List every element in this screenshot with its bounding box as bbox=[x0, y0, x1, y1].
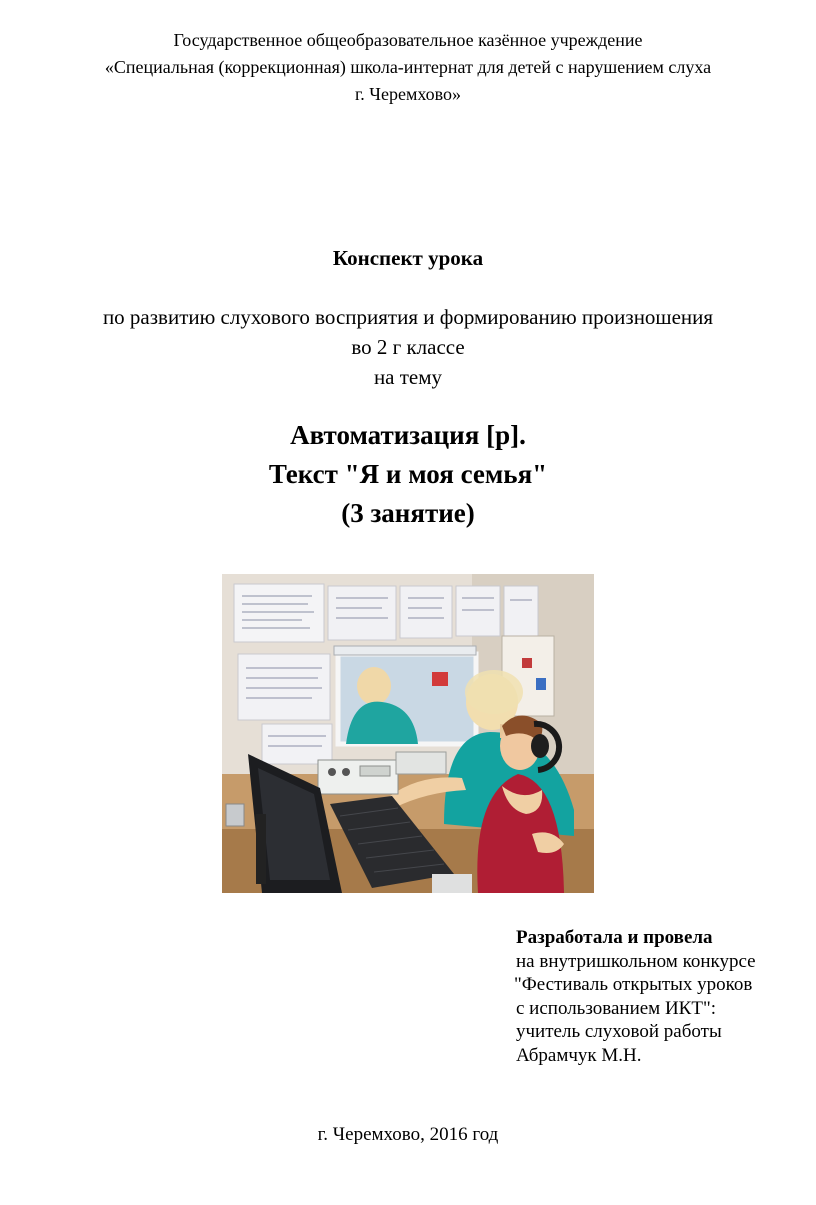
topic-line-1: Автоматизация [р]. bbox=[290, 420, 526, 450]
subject-line-2: во 2 г классе bbox=[351, 335, 465, 359]
credits-line-1: Разработала и провела bbox=[516, 927, 713, 948]
credits-block bbox=[514, 926, 756, 1067]
credits-line-4: с использованием ИКТ": bbox=[516, 997, 716, 1019]
header-line-3: г. Черемхово» bbox=[354, 84, 462, 104]
classroom-photo bbox=[222, 574, 594, 893]
subject-line-3: на тему bbox=[373, 365, 443, 389]
doc-type-title: Конспект урока bbox=[332, 246, 484, 270]
credits-line-6: Абрамчук М.Н. bbox=[516, 1044, 642, 1066]
topic-line-3: (3 занятие) bbox=[341, 498, 475, 528]
subject-line-1: по развитию слухового восприятия и формированию произношения bbox=[102, 305, 714, 329]
credits-line-5: учитель слуховой работы bbox=[516, 1021, 722, 1042]
footer-place-year: г. Черемхово, 2016 год bbox=[317, 1124, 499, 1145]
credits-line-2: на внутришкольном конкурсе bbox=[516, 950, 756, 972]
header-line-1: Государственное общеобразовательное казённое учреждение bbox=[173, 30, 643, 50]
topic-line-2: Текст "Я и моя семья" bbox=[268, 459, 548, 489]
credits-line-3: "Фестиваль открытых уроков bbox=[514, 974, 753, 995]
header-line-2: «Специальная (коррекционная) школа-интернат для детей с нарушением слуха bbox=[104, 57, 712, 77]
